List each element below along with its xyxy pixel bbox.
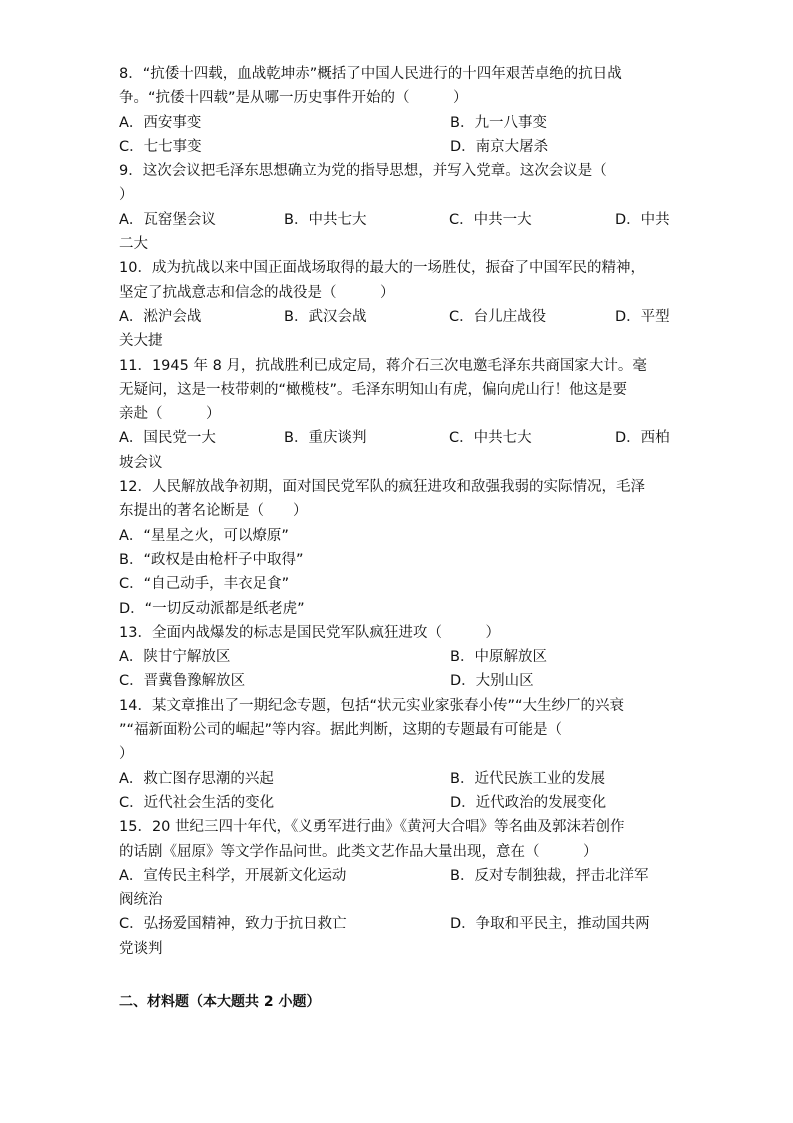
question-15-stem-cont: 的话剧《屈原》等文学作品问世。此类文艺作品大量出现，意在（ ） <box>119 843 598 860</box>
question-11-options <box>119 426 674 450</box>
option-d-cont: 关大捷 <box>119 333 163 350</box>
question-15-options-row1 <box>119 864 674 888</box>
option-b: B．近代民族工业的发展 <box>450 770 605 787</box>
option-c: C．中共一大 <box>449 211 532 228</box>
option-c: C．弘扬爱国精神，致力于抗日救亡 <box>119 916 347 933</box>
option-c: C．“自己动手，丰衣足食” <box>119 576 290 593</box>
question-15-stem: 15．20 世纪三四十年代，《义勇军进行曲》《黄河大合唱》等名曲及郭沫若创作 <box>119 819 625 836</box>
option-d-cont: 坡会议 <box>119 454 163 471</box>
question-13-options-row1 <box>119 645 674 669</box>
option-b: B．中原解放区 <box>450 649 547 666</box>
option-d: D．“一切反动派都是纸老虎” <box>119 600 305 617</box>
question-14-stem: 14．某文章推出了一期纪念专题，包括“状元实业家张春小传”“大生纱厂的兴衰 <box>119 697 624 714</box>
option-a: A．陕甘宁解放区 <box>119 649 231 666</box>
question-12-stem-cont: 东提出的著名论断是（ ） <box>119 503 308 520</box>
question-list <box>119 62 674 961</box>
option-d: D．南京大屠杀 <box>450 138 549 155</box>
option-d: D．争取和平民主，推动国共两 <box>450 916 650 933</box>
question-10-stem-cont: 坚定了抗战意志和信念的战役是（ ） <box>119 284 395 301</box>
option-a: A．淞沪会战 <box>119 308 202 325</box>
question-12-stem: 12．人民解放战争初期，面对国民党军队的疯狂进攻和敌强我弱的实际情况，毛泽 <box>119 479 645 496</box>
question-14-stem-cont2: ） <box>119 746 134 763</box>
question-11-stem: 11．1945 年 8 月，抗战胜利已成定局，蒋介石三次电邀毛泽东共商国家大计。毫 <box>119 357 647 374</box>
question-15-options-row2 <box>119 912 674 936</box>
question-14-options-row1 <box>119 767 674 791</box>
option-d: D．平型 <box>615 308 670 325</box>
option-a: A．宣传民主科学，开展新文化运动 <box>119 867 347 884</box>
question-9-stem: 9．这次会议把毛泽东思想确立为党的指导思想，并写入党章。这次会议是（ <box>119 163 607 180</box>
option-c: C．七七事变 <box>119 138 202 155</box>
question-10-stem: 10．成为抗战以来中国正面战场取得的最大的一场胜仗，振奋了中国军民的精神， <box>119 260 645 277</box>
option-a: A．国民党一大 <box>119 430 216 447</box>
question-14-options-row2 <box>119 791 674 815</box>
option-d: D．近代政治的发展变化 <box>450 794 607 811</box>
question-11-stem-cont: 无疑问，这是一枝带刺的“橄榄枝”。毛泽东明知山有虎，偏向虎山行！他这是要 <box>119 381 628 398</box>
option-d-cont: 党谈判 <box>119 940 163 957</box>
option-a: A．瓦窑堡会议 <box>119 211 216 228</box>
option-b: B．中共七大 <box>284 211 367 228</box>
option-c: C．台儿庄战役 <box>449 308 547 325</box>
option-b: B．九一八事变 <box>450 114 547 131</box>
option-c: C．晋冀鲁豫解放区 <box>119 673 246 690</box>
option-b: B．“政权是由枪杆子中取得” <box>119 551 304 568</box>
question-13-options-row2 <box>119 669 674 693</box>
option-b: B．武汉会战 <box>284 308 367 325</box>
option-d: D．大别山区 <box>450 673 534 690</box>
question-10-options <box>119 305 674 329</box>
option-a: A．救亡图存思潮的兴起 <box>119 770 274 787</box>
option-a: A．西安事变 <box>119 114 202 131</box>
question-8-stem: 8．“抗倭十四载，血战乾坤赤”概括了中国人民进行的十四年艰苦卓绝的抗日战 <box>119 66 622 82</box>
option-d: D．西柏 <box>615 430 670 447</box>
section-heading: 二、材料题（本大题共 2 小题） <box>119 994 321 1010</box>
option-c: C．近代社会生活的变化 <box>119 794 275 811</box>
question-11-stem-cont2: 亲赴（ ） <box>119 406 221 423</box>
question-8-options-row2 <box>119 135 674 159</box>
question-13-stem: 13．全面内战爆发的标志是国民党军队疯狂进攻（ ） <box>119 624 500 641</box>
question-9-options <box>119 208 674 232</box>
option-c: C．中共七大 <box>449 430 532 447</box>
question-8-options-row1 <box>119 111 674 135</box>
option-d: D．中共 <box>615 211 670 228</box>
option-a: A．“星星之火，可以燎原” <box>119 527 289 544</box>
question-14-stem-cont: ”“福新面粉公司的崛起”等内容。据此判断，这期的专题最有可能是（ <box>119 722 563 739</box>
question-8-stem-cont: 争。“抗倭十四载”是从哪一历史事件开始的（ ） <box>119 90 468 107</box>
option-b: B．重庆谈判 <box>284 430 367 447</box>
question-9-stem-cont: ） <box>119 187 134 204</box>
option-b-cont: 阀统治 <box>119 892 163 909</box>
option-d-cont: 二大 <box>119 236 148 253</box>
option-b: B．反对专制独裁，抨击北洋军 <box>450 867 649 884</box>
